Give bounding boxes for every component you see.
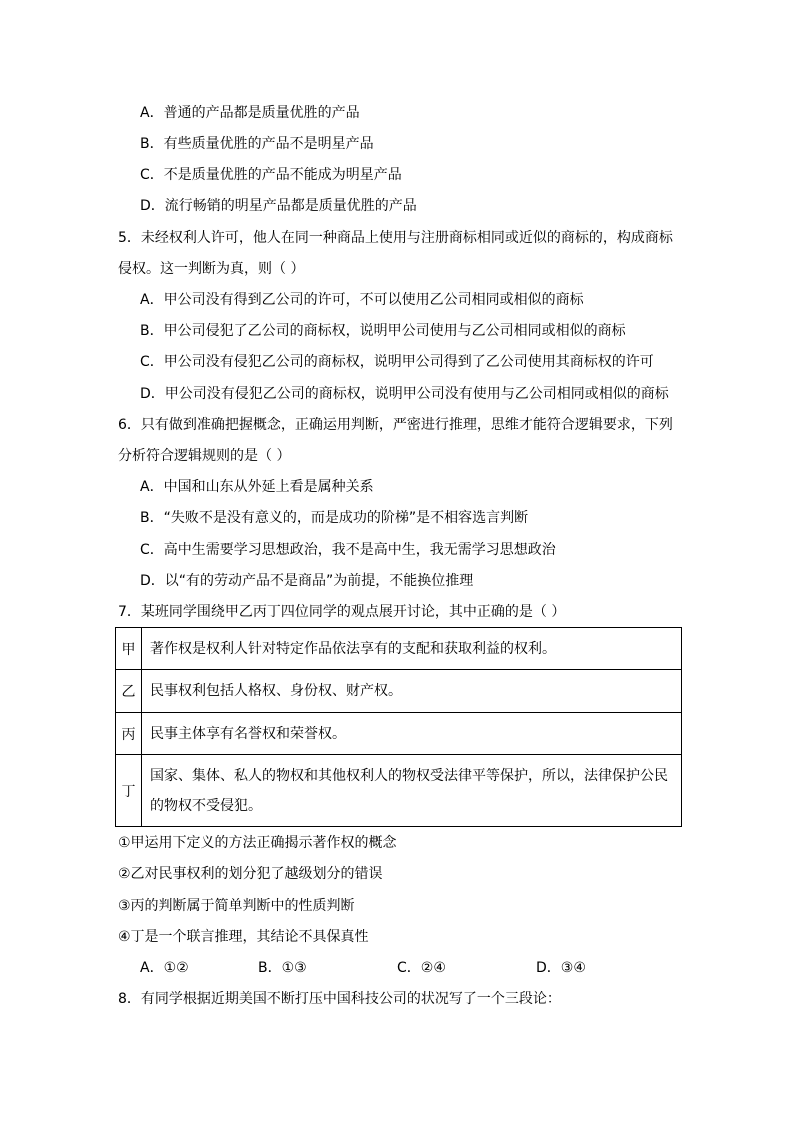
table-row: [116, 755, 682, 827]
q7-statement-1: ①甲运用下定义的方法正确揭示著作权的概念: [118, 835, 397, 851]
q4-option-b: B．有些质量优胜的产品不是明星产品: [140, 136, 374, 152]
q5-option-b: B．甲公司侵犯了乙公司的商标权，说明甲公司使用与乙公司相同或相似的商标: [140, 323, 626, 339]
viewpoint-jia: 著作权是权利人针对特定作品依法享有的支配和获取利益的权利。: [142, 628, 682, 670]
q6-option-c: C．高中生需要学习思想政治，我不是高中生，我无需学习思想政治: [140, 542, 556, 558]
viewpoint-yi: 民事权利包括人格权、身份权、财产权。: [142, 670, 682, 713]
q4-option-d: D．流行畅销的明星产品都是质量优胜的产品: [140, 198, 417, 214]
q4-option-c: C．不是质量优胜的产品不能成为明星产品: [140, 167, 402, 183]
speaker-jia: 甲: [116, 628, 142, 670]
q6-option-b: B．“失败不是没有意义的，而是成功的阶梯”是不相容选言判断: [140, 510, 529, 526]
q5-option-d: D．甲公司没有侵犯乙公司的商标权，说明甲公司没有使用与乙公司相同或相似的商标: [140, 386, 669, 402]
q7-choice-c: C．②④: [397, 960, 446, 976]
q5-stem-line1: 5．未经权利人许可，他人在同一种商品上使用与注册商标相同或近似的商标的，构成商标: [118, 230, 673, 246]
speaker-ding: 丁: [116, 755, 142, 827]
q8-stem: 8．有同学根据近期美国不断打压中国科技公司的状况写了一个三段论：: [118, 991, 561, 1007]
q7-stem: 7．某班同学围绕甲乙丙丁四位同学的观点展开讨论，其中正确的是（ ）: [118, 604, 566, 620]
table-row: [116, 713, 682, 755]
q5-option-a: A．甲公司没有得到乙公司的许可，不可以使用乙公司相同或相似的商标: [140, 292, 584, 308]
q7-statement-3: ③丙的判断属于简单判断中的性质判断: [118, 898, 355, 914]
q4-option-a: A．普通的产品都是质量优胜的产品: [140, 105, 360, 121]
q7-choice-b: B．①③: [258, 960, 307, 976]
table-row: [116, 670, 682, 713]
table-row: [116, 628, 682, 670]
q7-viewpoint-table: [115, 627, 682, 827]
q6-stem-line2: 分析符合逻辑规则的是（ ）: [118, 448, 291, 464]
q6-option-a: A．中国和山东从外延上看是属种关系: [140, 479, 374, 495]
viewpoint-ding: [142, 755, 682, 827]
q5-option-c: C．甲公司没有侵犯乙公司的商标权，说明甲公司得到了乙公司使用其商标权的许可: [140, 354, 654, 370]
q7-statement-2: ②乙对民事权利的划分犯了越级划分的错误: [118, 866, 383, 882]
viewpoint-ding-line1: 国家、集体、私人的物权和其他权利人的物权受法律平等保护，所以，法律保护公民: [150, 767, 668, 784]
speaker-yi: 乙: [116, 670, 142, 713]
q7-choice-a: A．①②: [140, 960, 189, 976]
q5-stem-line2: 侵权。这一判断为真，则（ ）: [118, 261, 305, 277]
q7-statement-4: ④丁是一个联言推理，其结论不具保真性: [118, 929, 369, 945]
viewpoint-bing: 民事主体享有名誉权和荣誉权。: [142, 713, 682, 755]
viewpoint-ding-line2: 的物权不受侵犯。: [150, 797, 262, 814]
q6-stem-line1: 6．只有做到准确把握概念，正确运用判断，严密进行推理，思维才能符合逻辑要求，下列: [118, 417, 673, 433]
q7-choice-d: D．③④: [536, 960, 586, 976]
q6-option-d: D．以“有的劳动产品不是商品”为前提，不能换位推理: [140, 573, 474, 589]
speaker-bing: 丙: [116, 713, 142, 755]
